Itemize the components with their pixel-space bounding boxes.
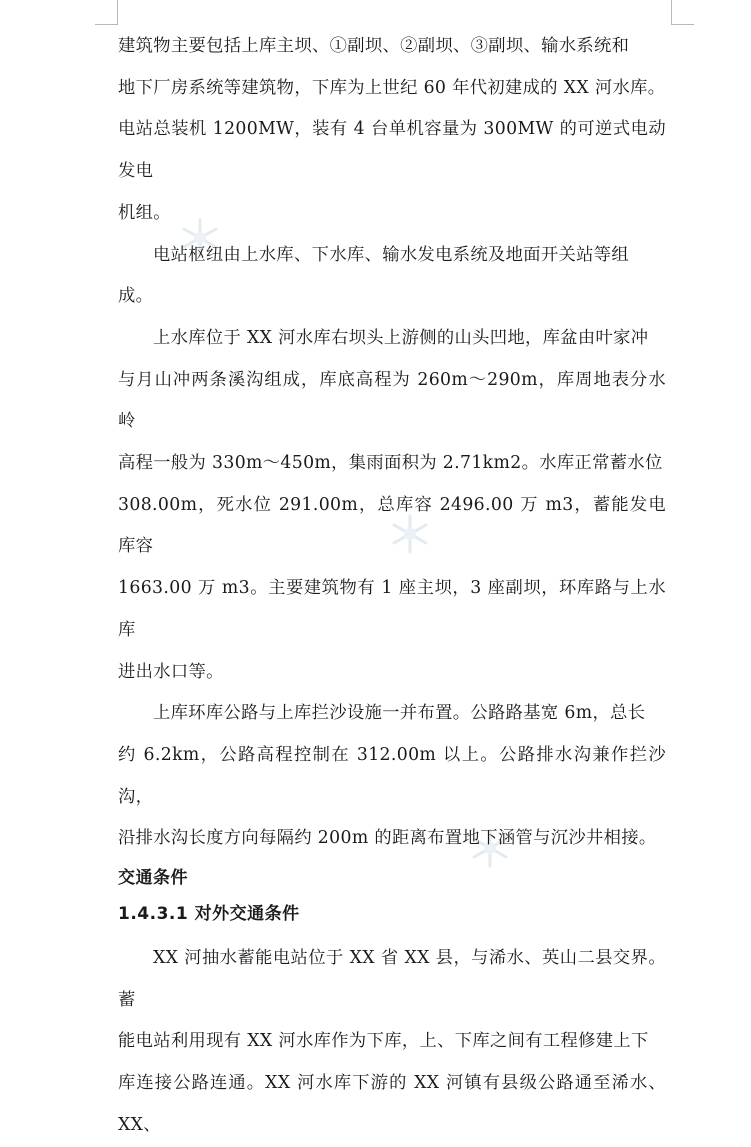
paragraph-external-traffic — [118, 938, 666, 1147]
paragraph-buildings — [118, 26, 666, 235]
text-line: 与月山冲两条溪沟组成，库底高程为 260m～290m，库周地表分水岭 — [118, 369, 666, 432]
crop-mark-top-left — [95, 0, 118, 25]
text-line: 电站总装机 1200MW，装有 4 台单机容量为 300MW 的可逆式电动发电 — [118, 119, 666, 182]
text-line: 1663.00 万 m3。主要建筑物有 1 座主坝，3 座副坝，环库路与上水库 — [118, 578, 666, 640]
text-line: 地下厂房系统等建筑物，下库为上世纪 60 年代初建成的 XX 河水库。 — [118, 77, 666, 98]
text-line: 上水库位于 XX 河水库右坝头上游侧的山头凹地，库盆由叶家冲 — [153, 327, 649, 348]
text-line: 机组。 — [118, 202, 171, 223]
document-body — [118, 26, 666, 1147]
text-line: 上库环库公路与上库拦沙设施一并布置。公路路基宽 6m，总长 — [153, 703, 646, 724]
text-line: 高程一般为 330m～450m，集雨面积为 2.71km2。水库正常蓄水位 — [118, 453, 663, 474]
paragraph-hub — [118, 235, 666, 318]
text-line: 约 6.2km，公路高程控制在 312.00m 以上。公路排水沟兼作拦沙沟， — [118, 744, 666, 807]
text-line: 进出水口等。 — [118, 661, 224, 682]
paragraph-ring-road — [118, 693, 666, 860]
paragraph-upper-reservoir — [118, 318, 666, 693]
text-line: 电站枢纽由上水库、下水库、输水发电系统及地面开关站等组 — [153, 244, 630, 265]
text-line: 沿排水沟长度方向每隔约 200m 的距离布置地下涵管与沉沙井相接。 — [118, 828, 657, 849]
text-line: 库连接公路连通。XX 河水库下游的 XX 河镇有县级公路通至浠水、XX、 — [118, 1073, 666, 1135]
crop-mark-top-right — [671, 0, 694, 25]
subsection-heading-external-traffic: 1.4.3.1 对外交通条件 — [118, 904, 300, 925]
text-line: 建筑物主要包括上库主坝、①副坝、②副坝、③副坝、输水系统和 — [118, 36, 630, 56]
text-line: 能电站利用现有 XX 河水库作为下库，上、下库之间有工程修建上下 — [118, 1031, 649, 1052]
text-line: 成。 — [118, 286, 154, 307]
section-heading-traffic: 交通条件 — [118, 868, 188, 889]
text-line: 308.00m，死水位 291.00m，总库容 2496.00 万 m3，蓄能发电库容 — [118, 494, 666, 557]
text-line: XX 河抽水蓄能电站位于 XX 省 XX 县，与浠水、英山二县交界。蓄 — [118, 948, 666, 1010]
